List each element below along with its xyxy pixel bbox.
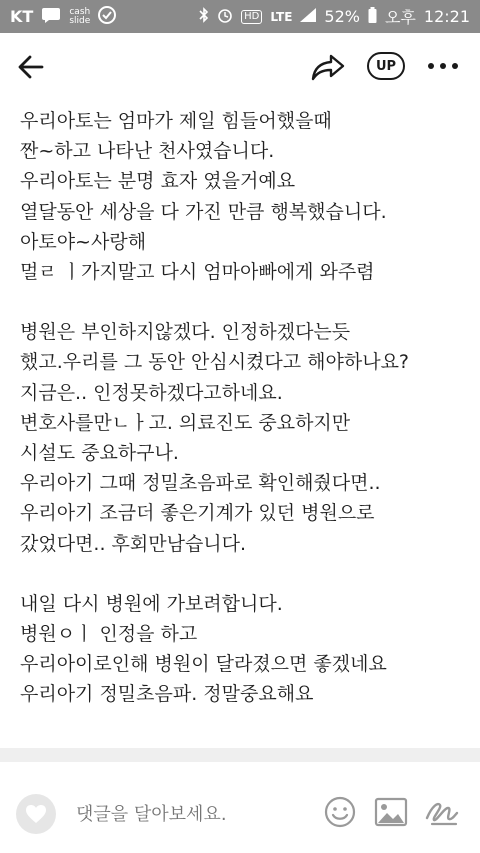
carrier-label: KT	[10, 7, 34, 26]
sticker-button[interactable]	[424, 796, 460, 828]
post-line: 열달동안 세상을 다 가진 만큼 행복했습니다.	[20, 200, 387, 223]
paragraph-gap	[20, 287, 470, 317]
post-line: 우리아기 정밀초음파. 정말중요해요	[20, 683, 314, 706]
bluetooth-icon	[199, 7, 209, 27]
back-arrow-icon	[16, 51, 48, 83]
battery-percent: 52%	[324, 7, 360, 26]
message-icon	[41, 7, 61, 27]
back-button[interactable]	[16, 51, 48, 83]
app-badge-icon	[98, 6, 116, 28]
signal-icon	[300, 7, 316, 26]
image-icon	[374, 796, 408, 828]
more-button[interactable]	[428, 59, 462, 73]
up-button[interactable]: UP	[367, 52, 405, 80]
lte-label: LTE	[270, 9, 293, 24]
post-line: 우리아이로인해 병원이 달라졌으면 좋겠네요	[20, 653, 387, 676]
post-line: 병원ㅇㅣ 인정을 하고	[20, 623, 198, 646]
heart-icon	[25, 804, 47, 824]
post-line: 우리아기 조금더 좋은기계가 있던 병원으로	[20, 502, 375, 525]
cashslide-bottom-text: slide	[69, 15, 91, 26]
post-line: 우리아토는 분명 효자 였을거예요	[20, 170, 296, 193]
alarm-icon	[217, 7, 233, 27]
post-line: 아토야~사랑해	[20, 230, 147, 253]
post-line: 우리아기 그때 정밀초음파로 확인해줬다면..	[20, 472, 381, 495]
post-line: 변호사를만ㄴㅏ고. 의료진도 중요하지만	[20, 411, 351, 434]
comment-bar	[0, 762, 480, 853]
post-line: 짠~하고 나타난 천사였습니다.	[20, 140, 275, 163]
share-button[interactable]	[310, 51, 346, 83]
more-icon-dot	[452, 63, 458, 69]
status-bar	[0, 0, 480, 33]
app-bar	[0, 33, 480, 99]
emoji-button[interactable]	[324, 796, 356, 828]
share-icon	[310, 51, 346, 83]
status-bar-left	[10, 6, 116, 28]
post-line: 멀ㄹ ㅣ가지말고 다시 엄마아빠에게 와주렴	[20, 261, 375, 284]
clock: 12:21	[423, 7, 470, 26]
ampm-label: 오후	[384, 8, 416, 27]
post-line: 갔었다면.. 후회만남습니다.	[20, 532, 247, 555]
post-line: 내일 다시 병원에 가보려합니다.	[20, 592, 283, 615]
paragraph-gap	[20, 559, 470, 589]
status-bar-right	[199, 5, 470, 28]
emoji-icon	[324, 796, 356, 828]
cashslide-top-text: cash	[69, 6, 91, 17]
hd-voice-badge: HD	[241, 10, 262, 24]
post-line: 했고.우리를 그 동안 안심시켰다고 해야하나요?	[20, 351, 410, 374]
like-button[interactable]	[16, 794, 56, 834]
cashslide-icon	[69, 8, 90, 26]
post-line: 병원은 부인하지않겠다. 인정하겠다는듯	[20, 321, 351, 344]
battery-icon	[368, 7, 377, 27]
post-line: 지금은.. 인정못하겠다고하네요.	[20, 381, 283, 404]
section-divider	[0, 748, 480, 762]
more-icon-dot	[440, 63, 446, 69]
post-body	[20, 106, 470, 710]
image-button[interactable]	[374, 796, 408, 828]
post-line: 우리아토는 엄마가 제일 힘들어했을때	[20, 110, 332, 132]
post-line: 시설도 중요하구나.	[20, 442, 179, 465]
sticker-icon	[424, 796, 460, 828]
comment-input[interactable]	[76, 800, 296, 828]
more-icon-dot	[428, 63, 434, 69]
